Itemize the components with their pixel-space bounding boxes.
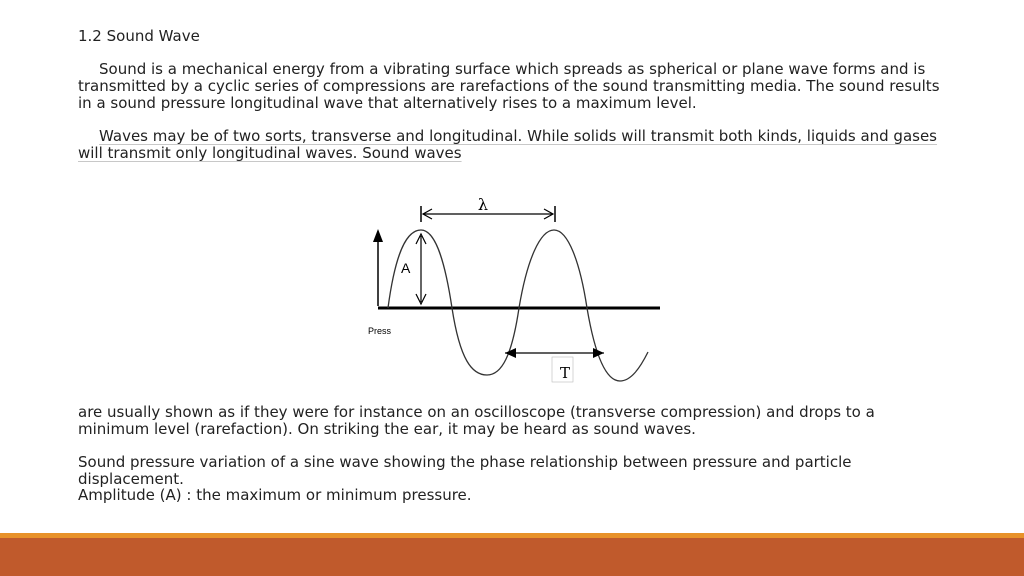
paragraph-text: Waves may be of two sorts, transverse and longitudinal. While solids will transmit both kinds, liquids and gases will transmit only longitudinal waves. Sound waves (78, 127, 938, 162)
amplitude-label: A (401, 260, 411, 276)
paragraph-text: Sound is a mechanical energy from a vibrating surface which spreads as spherical or plane wave forms and is transmitted by a cyclic series of compressions are rarefactions of the sound transmitting media. The sound results in a sound pressure longitudinal wave that alternatively rises to a maximum level. (78, 60, 940, 112)
wavelength-label: λ (477, 195, 489, 214)
footer-bar (0, 538, 1024, 576)
paragraph-phase: Sound pressure variation of a sine wave showing the phase relationship between pressure and particle displacement. (78, 453, 852, 488)
paragraph-wave-types (78, 128, 948, 162)
paragraph-amplitude: Amplitude (A) : the maximum or minimum pressure. (78, 486, 472, 504)
section-heading: 1.2 Sound Wave (78, 27, 200, 45)
sine-wave-figure (340, 190, 670, 390)
paragraph-sound-definition (78, 61, 948, 112)
paragraph-oscilloscope: are usually shown as if they were for instance on an oscilloscope (transverse compression) and drops to a minimum level (rarefaction). On striking the ear, it may be heard as sound waves. (78, 403, 875, 438)
sine-wave (388, 230, 648, 381)
pressure-label: Press (368, 326, 392, 336)
period-label: T (559, 364, 571, 382)
pressure-axis-arrowhead (373, 229, 383, 242)
